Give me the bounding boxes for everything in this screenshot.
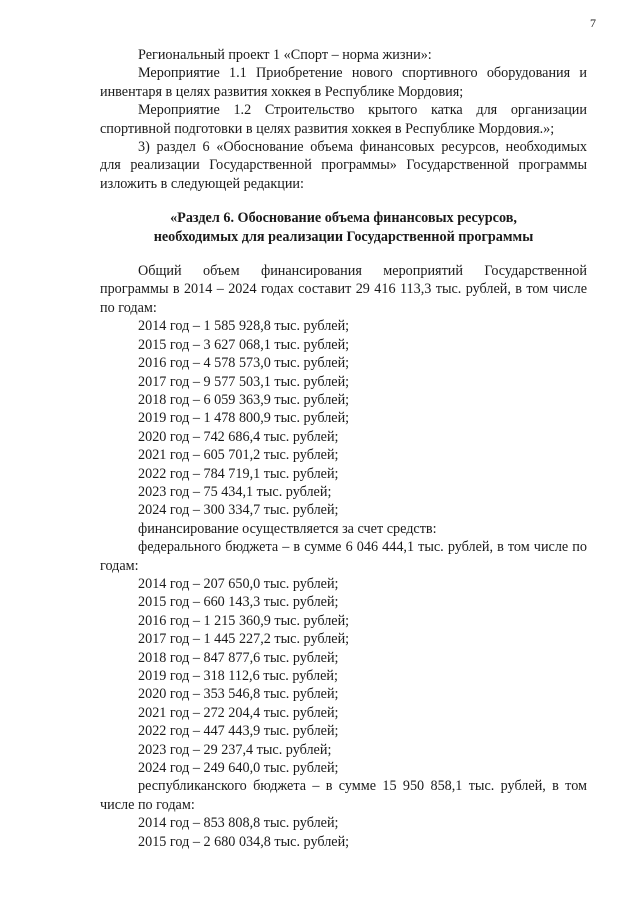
federal-year-2014: 2014 год – 207 650,0 тыс. рублей; [138, 575, 339, 592]
total-year-2017: 2017 год – 9 577 503,1 тыс. рублей; [138, 373, 350, 390]
federal-year-2017: 2017 год – 1 445 227,2 тыс. рублей; [138, 631, 350, 648]
section-heading-line-2: необходимых для реализации Государственной программы [153, 228, 534, 245]
federal-year-2019: 2019 год – 318 112,6 тыс. рублей; [138, 668, 338, 684]
total-year-2022: 2022 год – 784 719,1 тыс. рублей; [138, 465, 339, 482]
federal-year-2015: 2015 год – 660 143,3 тыс. рублей; [138, 594, 339, 611]
intro-line-section-6: 3) раздел 6 «Обоснование объема финансовых ресурсов, необходимых для реализации Государственной программы» Государственной программы изложить в следующей редакции: [100, 139, 587, 192]
total-year-2024: 2024 год – 300 334,7 тыс. рублей; [138, 502, 339, 519]
financing-sources-line: финансирование осуществляется за счет средств: [138, 520, 437, 537]
total-year-2016: 2016 год – 4 578 573,0 тыс. рублей; [138, 355, 350, 372]
federal-year-2016: 2016 год – 1 215 360,9 тыс. рублей; [138, 612, 350, 629]
intro-line-measure-1-1: Мероприятие 1.1 Приобретение нового спортивного оборудования и инвентаря в целях развития хоккея в Республике Мордовия; [100, 65, 587, 100]
intro-line-measure-1-2: Мероприятие 1.2 Строительство крытого катка для организации спортивной подготовки в целях развития хоккея в Республике Мордовия.»; [100, 102, 587, 137]
federal-year-2024: 2024 год – 249 640,0 тыс. рублей; [138, 760, 339, 777]
republic-year-2015: 2015 год – 2 680 034,8 тыс. рублей; [138, 833, 350, 850]
republic-year-2014: 2014 год – 853 808,8 тыс. рублей; [138, 815, 339, 832]
federal-budget-paragraph: федерального бюджета – в сумме 6 046 444,1 тыс. рублей, в том числе по годам: [100, 539, 587, 574]
intro-line-project: Региональный проект 1 «Спорт – норма жизни»: [138, 47, 432, 63]
total-year-2015: 2015 год – 3 627 068,1 тыс. рублей; [138, 336, 350, 353]
document-body [100, 46, 587, 851]
federal-year-2020: 2020 год – 353 546,8 тыс. рублей; [138, 686, 339, 703]
total-year-2018: 2018 год – 6 059 363,9 тыс. рублей; [138, 391, 350, 408]
federal-year-2021: 2021 год – 272 204,4 тыс. рублей; [138, 704, 339, 721]
federal-year-2023: 2023 год – 29 237,4 тыс. рублей; [138, 741, 332, 758]
total-year-2019: 2019 год – 1 478 800,9 тыс. рублей; [138, 410, 350, 427]
section-heading [100, 209, 587, 246]
federal-year-2022: 2022 год – 447 443,9 тыс. рублей; [138, 723, 339, 740]
total-year-2023: 2023 год – 75 434,1 тыс. рублей; [138, 483, 332, 500]
total-year-2020: 2020 год – 742 686,4 тыс. рублей; [138, 428, 339, 445]
federal-year-2018: 2018 год – 847 877,6 тыс. рублей; [138, 649, 339, 666]
total-by-year-list [100, 317, 587, 519]
page-number: 7 [590, 16, 596, 30]
federal-by-year-list [100, 575, 587, 777]
section-heading-line-1: «Раздел 6. Обоснование объема финансовых ресурсов, [170, 210, 517, 227]
total-year-2014: 2014 год – 1 585 928,8 тыс. рублей; [138, 318, 350, 335]
total-financing-paragraph: Общий объем финансирования мероприятий Государственной программы в 2014 – 2024 годах составит 29 416 113,3 тыс. рублей, в том числе по годам: [100, 263, 587, 316]
total-year-2021: 2021 год – 605 701,2 тыс. рублей; [138, 447, 339, 464]
republic-budget-paragraph: республиканского бюджета – в сумме 15 950 858,1 тыс. рублей, в том числе по годам: [100, 778, 587, 813]
republic-by-year-list [100, 814, 587, 851]
